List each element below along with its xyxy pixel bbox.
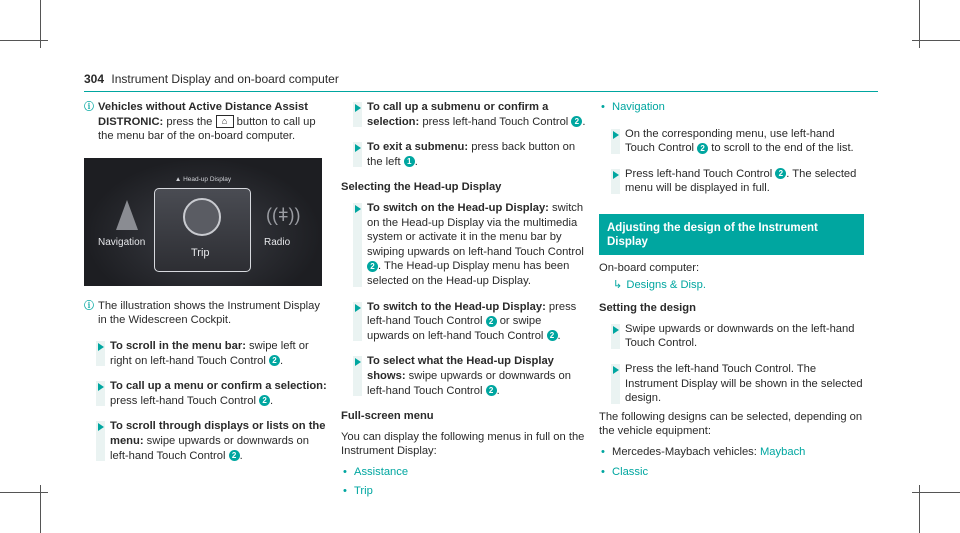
arrow-icon (613, 326, 619, 334)
headup-tab-label: ▲ Head-up Display (174, 175, 232, 183)
column-2 (341, 100, 586, 504)
menu-path-link[interactable]: Designs & Disp. (626, 278, 706, 291)
instruction-step: To switch on the Head-up Display: switch on the Head-up Display via the multimedia system or activate it in the menu bar by swiping upwards on left-hand Touch Control 2 . The Head-up Display menu has been selected on the Head-up Display. (341, 201, 586, 289)
radio-icon: ((ǂ)) (266, 204, 301, 225)
callout-badge: 2 (269, 355, 280, 366)
info-note: ⓘ The illustration shows the Instrument Display in the Widescreen Cockpit. (84, 299, 320, 327)
design-link-maybach[interactable]: Maybach (759, 445, 806, 458)
callout-badge: 2 (486, 385, 497, 396)
column-3 (599, 100, 864, 484)
instruction-step: To exit a submenu: press back button on the left 1 . (341, 140, 586, 169)
home-icon: ⌂ (216, 115, 234, 128)
crop-mark (912, 40, 960, 41)
callout-badge: 2 (229, 450, 240, 461)
arrow-icon (355, 205, 361, 213)
instruction-step: Swipe upwards or downwards on the left-hand Touch Control. (599, 322, 864, 351)
instruction-step: Press left-hand Touch Control 2 . The selected menu will be displayed in full. (599, 167, 864, 196)
callout-badge: 2 (367, 261, 378, 272)
arrow-icon (613, 171, 619, 179)
arrow-icon (355, 104, 361, 112)
note-text: button to call up the menu bar of the on-board computer. (98, 115, 316, 143)
list-item (599, 465, 864, 480)
menu-link-assistance[interactable]: Assistance (354, 465, 409, 478)
subheading: Setting the design (599, 302, 696, 315)
trip-dial-icon (183, 198, 221, 236)
instruction-step: To select what the Head-up Display shows: swipe upwards or downwards on left-hand Touch Control 2 . (341, 354, 586, 398)
menu-link-trip[interactable]: Trip (354, 485, 373, 498)
menu-label-radio: Radio (264, 236, 291, 248)
callout-badge: 2 (775, 168, 786, 179)
callout-badge: 2 (547, 330, 558, 341)
instruction-step: To scroll through displays or lists on the menu: swipe upwards or downwards on left-hand Touch Control 2 . (84, 419, 328, 463)
paragraph: The following designs can be selected, depending on the vehicle equipment: (599, 410, 863, 438)
page-title: Instrument Display and on-board computer (111, 72, 339, 86)
list-item (599, 100, 864, 115)
subheading: Selecting the Head-up Display (341, 181, 502, 194)
arrow-icon (613, 366, 619, 374)
callout-badge: 1 (404, 156, 415, 167)
menu-label-navigation: Navigation (98, 236, 146, 248)
callout-badge: 2 (571, 116, 582, 127)
instruction-step: To switch to the Head-up Display: press left-hand Touch Control 2 or swipe upwards on left-hand Touch Control 2 . (341, 300, 586, 344)
callout-badge: 2 (259, 395, 270, 406)
arrow-icon (355, 304, 361, 312)
column-1 (84, 100, 328, 474)
callout-badge: 2 (486, 316, 497, 327)
arrow-icon (355, 144, 361, 152)
design-link-classic[interactable]: Classic (612, 465, 649, 478)
note-bold: Vehicles without Active Distance Assist DISTRONIC: (98, 101, 308, 128)
onboard-label: On-board computer: (599, 261, 700, 274)
instruction-step: Press the left-hand Touch Control. The Instrument Display will be shown in the selected design. (599, 362, 864, 406)
crop-mark (912, 492, 960, 493)
info-icon: ⓘ (84, 102, 94, 113)
subheading: Full-screen menu (341, 410, 434, 423)
navigation-icon (116, 200, 138, 230)
instruction-step: To scroll in the menu bar: swipe left or right on left-hand Touch Control 2 . (84, 339, 328, 368)
crop-mark (0, 492, 48, 493)
header-rule (84, 91, 878, 92)
arrow-icon (98, 423, 104, 431)
paragraph: You can display the following menus in full on the Instrument Display: (341, 430, 585, 458)
arrow-icon (98, 343, 104, 351)
list-item (341, 484, 586, 499)
instruction-step: To call up a submenu or confirm a selection: press left-hand Touch Control 2 . (341, 100, 586, 129)
arrow-icon (355, 358, 361, 366)
instruction-step: On the corresponding menu, use left-hand Touch Control 2 to scroll to the end of the list. (599, 127, 864, 156)
instruction-step: To call up a menu or confirm a selection: press left-hand Touch Control 2 . (84, 379, 328, 408)
return-arrow-icon: ↳ (613, 278, 623, 291)
callout-badge: 2 (697, 143, 708, 154)
menu-link-navigation[interactable]: Navigation (612, 101, 665, 113)
page-header (84, 72, 339, 86)
arrow-icon (613, 131, 619, 139)
info-icon: ⓘ (84, 300, 94, 312)
info-note (84, 100, 328, 144)
note-text: press the (166, 115, 213, 128)
arrow-icon (98, 383, 104, 391)
list-item (341, 465, 586, 480)
menu-label-trip: Trip (191, 246, 210, 259)
page-number: 304 (84, 72, 105, 86)
menu-path (599, 278, 864, 293)
instrument-display-illustration (84, 158, 322, 286)
section-heading: Adjusting the design of the Instrument Display (599, 214, 864, 255)
list-item: • Mercedes-Maybach vehicles: Maybach (599, 445, 864, 460)
crop-mark (0, 40, 48, 41)
